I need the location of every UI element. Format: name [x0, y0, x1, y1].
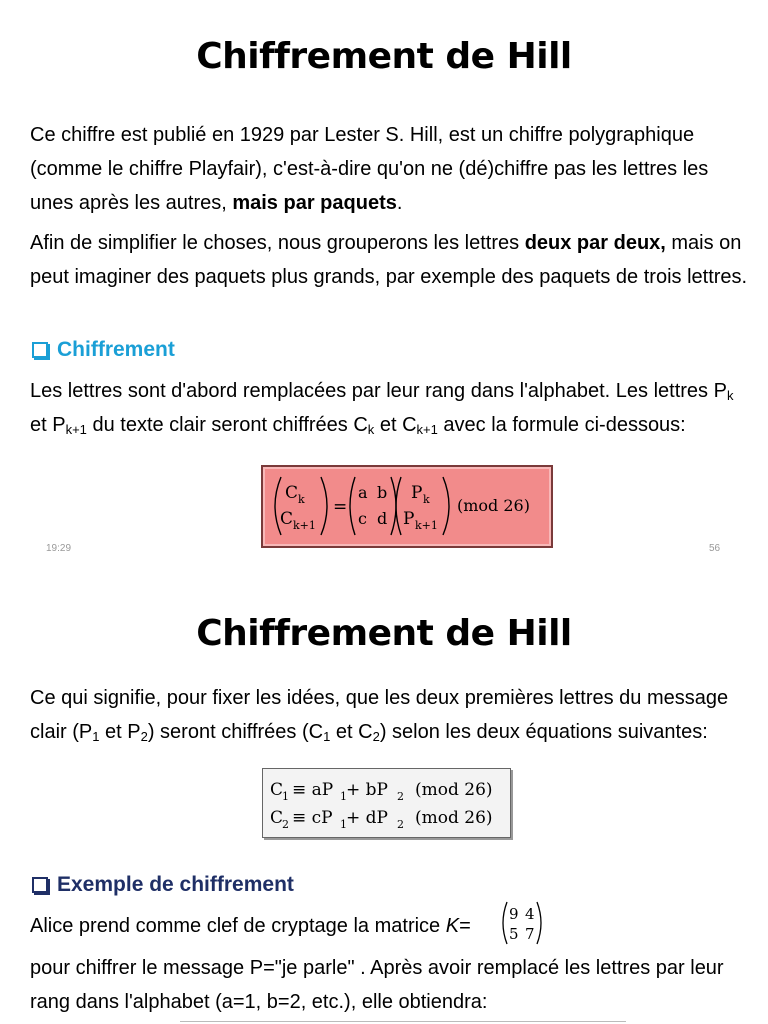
key-symbol: K [445, 915, 460, 937]
grouping-end: mais on peut imaginer des paquets plus grands, par exemple des paquets de trois lettres. [30, 232, 748, 288]
left-paren-icon [350, 477, 355, 535]
hill-equations [262, 768, 511, 838]
intro-paragraph [30, 118, 750, 220]
grouping-bold: deux par deux, [524, 232, 666, 254]
eq1-mod: (mod 26) [415, 780, 493, 800]
left-paren-icon [396, 477, 401, 535]
rank-text-d: et C [374, 414, 417, 436]
checkbox-bullet-icon [32, 877, 48, 893]
divider [180, 1021, 626, 1022]
meaning-text-c: ) seront chiffrées (C [147, 721, 324, 743]
right-paren-icon [443, 477, 449, 535]
eq2-lhs-sub: 2 [282, 818, 289, 831]
meaning-text-e: ) selon les deux équations suivantes: [379, 721, 708, 743]
rank-text-c: du texte clair seront chiffrées C [86, 414, 368, 436]
footer-time: 19:29 [46, 543, 72, 554]
c-bot: C [280, 509, 294, 529]
matrix-a: 9 [509, 905, 519, 923]
sub-k1: k+1 [65, 422, 87, 437]
sub-1: 1 [323, 729, 331, 744]
intro-bold: mais par paquets [232, 192, 397, 214]
eq2-sub-2: 2 [397, 818, 404, 831]
matrix-c: 5 [509, 925, 519, 943]
c-top-sub: k [298, 493, 305, 506]
eq1-sub-1: 1 [340, 790, 347, 803]
right-paren-icon [537, 902, 541, 944]
right-paren-icon [321, 477, 327, 535]
sub-k: k [367, 422, 375, 437]
message-paragraph: pour chiffrer le message P="je parle" . Après avoir remplacé les lettres par leur rang dans l'alphabet (a=1, b=2, etc.), elle obtiendra: [30, 957, 724, 1013]
meaning-text-b: et P [99, 721, 141, 743]
key-paragraph [30, 909, 750, 943]
p-bot-sub: k+1 [415, 519, 438, 532]
right-paren-icon [391, 477, 396, 535]
formula-svg [263, 467, 551, 546]
p-top-sub: k [423, 493, 430, 506]
p-bot: P [403, 509, 415, 529]
meaning-paragraph [30, 681, 750, 749]
sub-2: 2 [140, 729, 148, 744]
eq1-term-a: ≡ aP [292, 780, 334, 800]
section-heading-text: Exemple de chiffrement [57, 873, 294, 896]
rank-text-e: avec la formule ci-dessous: [437, 414, 686, 436]
eq2-term-d: + dP [346, 808, 388, 828]
key-matrix-svg [499, 900, 547, 946]
left-paren-icon [503, 902, 507, 944]
matrix-d: d [377, 509, 388, 528]
eq1-lhs-sub: 1 [282, 790, 289, 803]
hill-matrix-formula [261, 465, 553, 548]
eq1-lhs: C [270, 780, 284, 800]
checkbox-bullet-icon [32, 342, 48, 358]
c-bot-sub: k+1 [293, 519, 316, 532]
equations-svg [263, 769, 510, 837]
slide-title: Chiffrement de Hill [196, 613, 572, 654]
p-top: P [411, 483, 423, 503]
matrix-c: c [358, 509, 367, 528]
grouping-paragraph [30, 226, 750, 294]
section-heading-text: Chiffrement [57, 338, 175, 361]
matrix-b: b [377, 483, 388, 502]
matrix-d: 7 [525, 925, 535, 943]
eq1-sub-2: 2 [397, 790, 404, 803]
eq1-term-b: + bP [346, 780, 388, 800]
rank-paragraph [30, 374, 750, 442]
key-equals: = [459, 915, 471, 937]
section-heading-chiffrement [32, 338, 175, 362]
eq2-mod: (mod 26) [415, 808, 493, 828]
intro-end: . [396, 192, 403, 214]
sub-1: 1 [92, 729, 100, 744]
eq2-term-c: ≡ cP [292, 808, 333, 828]
rank-text-b: et P [30, 414, 66, 436]
matrix-b: 4 [525, 905, 535, 923]
intro-text: Ce chiffre est publié en 1929 par Lester S. Hill, est un chiffre polygraphique (comme le chiffre Playfair), c'est-à-dire qu'on ne (dé)chiffre pas les lettres les unes après les autres, [30, 124, 709, 214]
grouping-text: Afin de simplifier le choses, nous grouperons les lettres [30, 232, 525, 254]
equals-sign: = [333, 497, 348, 517]
eq2-lhs: C [270, 808, 284, 828]
key-text: Alice prend comme clef de cryptage la matrice [30, 915, 446, 937]
slide-title: Chiffrement de Hill [196, 36, 572, 77]
slide-2 [0, 585, 768, 1024]
eq2-sub-1: 1 [340, 818, 347, 831]
sub-k: k [726, 388, 734, 403]
c-top: C [285, 483, 299, 503]
mod-text: (mod 26) [457, 496, 530, 515]
footer-page-number: 56 [709, 543, 721, 554]
key-matrix [499, 900, 547, 946]
matrix-a: a [358, 483, 368, 502]
section-heading-exemple [32, 873, 294, 897]
sub-2: 2 [372, 729, 380, 744]
rank-text-a: Les lettres sont d'abord remplacées par leur rang dans l'alphabet. Les lettres P [30, 380, 727, 402]
meaning-text-d: et C [330, 721, 373, 743]
sub-k1: k+1 [416, 422, 438, 437]
meaning-text-a: Ce qui signifie, pour fixer les idées, que les deux premières lettres du message clair (P [30, 687, 729, 743]
